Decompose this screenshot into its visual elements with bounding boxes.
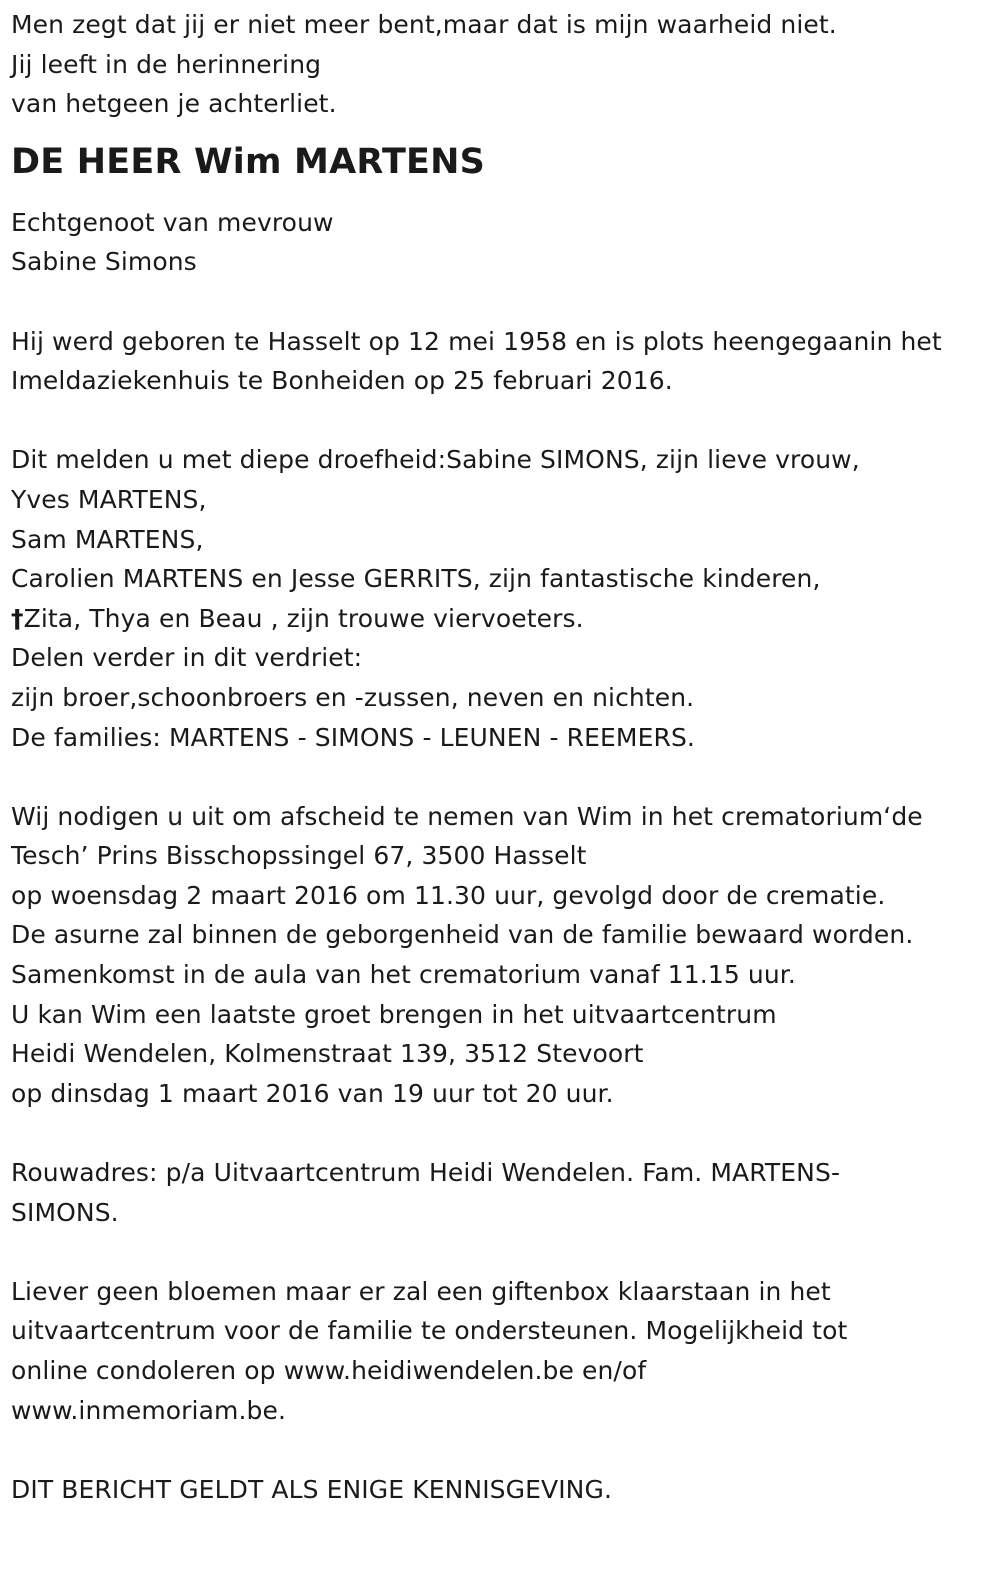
mourners-block bbox=[11, 440, 991, 757]
flowers-line: online condoleren op www.heidiwendelen.be en/of bbox=[11, 1356, 647, 1385]
poem-line: Jij leeft in de herinnering bbox=[11, 49, 322, 79]
address-block bbox=[11, 1153, 991, 1232]
ceremony-line: Heidi Wendelen, Kolmenstraat 139, 3512 Stevoort bbox=[11, 1039, 644, 1069]
poem-line: van hetgeen je achterliet. bbox=[11, 89, 337, 119]
flowers-line: Liever geen bloemen maar er zal een giftenbox klaarstaan in het bbox=[11, 1276, 831, 1306]
paragraph-gap bbox=[11, 282, 991, 322]
ceremony-line: op woensdag 2 maart 2016 om 11.30 uur, gevolgd door de crematie. bbox=[11, 880, 886, 910]
pets-line bbox=[11, 599, 991, 639]
ceremony-line: op dinsdag 1 maart 2016 van 19 uur tot 20 uur. bbox=[11, 1078, 614, 1108]
paragraph-gap bbox=[11, 1232, 991, 1272]
birth-death-line: Hij werd geboren te Hasselt op 12 mei 1958 en is plots heengegaanin het bbox=[11, 326, 942, 356]
mourners-line: De families: MARTENS - SIMONS - LEUNEN - REEMERS. bbox=[11, 722, 695, 752]
spouse-line: Sabine Simons bbox=[11, 247, 197, 277]
obituary-document bbox=[11, 5, 991, 1509]
flowers-line: www.inmemoriam.be. bbox=[11, 1395, 287, 1425]
poem-line: Men zegt dat jij er niet meer bent,maar dat is mijn waarheid niet. bbox=[11, 10, 837, 39]
spouse-block bbox=[11, 203, 991, 282]
ceremony-line: Wij nodigen u uit om afscheid te nemen van Wim in het crematorium‘de bbox=[11, 801, 923, 831]
paragraph-gap bbox=[11, 1113, 991, 1153]
mourners-line: Dit melden u met diepe droefheid:Sabine SIMONS, zijn lieve vrouw, bbox=[11, 445, 860, 475]
ceremony-line: Tesch’ Prins Bisschopssingel 67, 3500 Hasselt bbox=[11, 841, 587, 871]
closing-notice: DIT BERICHT GELDT ALS ENIGE KENNISGEVING. bbox=[11, 1474, 612, 1504]
birth-death-line: Imeldaziekenhuis te Bonheiden op 25 februari 2016. bbox=[11, 366, 673, 396]
mourners-line: Yves MARTENS, bbox=[11, 484, 207, 514]
mourners-line: Delen verder in dit verdriet: bbox=[11, 643, 363, 673]
address-line: SIMONS. bbox=[11, 1197, 119, 1227]
deceased-name-title: DE HEER Wim MARTENS bbox=[11, 141, 486, 182]
paragraph-gap bbox=[11, 1430, 991, 1470]
mourners-line: Carolien MARTENS en Jesse GERRITS, zijn fantastische kinderen, bbox=[11, 564, 821, 594]
ceremony-block bbox=[11, 797, 991, 1114]
flowers-block bbox=[11, 1272, 991, 1430]
poem-block bbox=[11, 5, 991, 124]
address-line: Rouwadres: p/a Uitvaartcentrum Heidi Wendelen. Fam. MARTENS- bbox=[11, 1158, 841, 1188]
ceremony-line: U kan Wim een laatste groet brengen in het uitvaartcentrum bbox=[11, 999, 777, 1029]
pets-text: Zita, Thya en Beau , zijn trouwe viervoeters. bbox=[23, 603, 584, 633]
paragraph-gap bbox=[11, 401, 991, 441]
flowers-line: uitvaartcentrum voor de familie te ondersteunen. Mogelijkheid tot bbox=[11, 1316, 848, 1346]
cross-icon: † bbox=[11, 603, 24, 633]
mourners-line: zijn broer,schoonbroers en -zussen, neven en nichten. bbox=[11, 682, 695, 712]
mourners-line: Sam MARTENS, bbox=[11, 524, 204, 554]
paragraph-gap bbox=[11, 757, 991, 797]
spouse-line: Echtgenoot van mevrouw bbox=[11, 207, 334, 237]
birth-death-block bbox=[11, 322, 991, 401]
ceremony-line: Samenkomst in de aula van het crematorium vanaf 11.15 uur. bbox=[11, 960, 796, 990]
ceremony-line: De asurne zal binnen de geborgenheid van de familie bewaard worden. bbox=[11, 920, 914, 950]
